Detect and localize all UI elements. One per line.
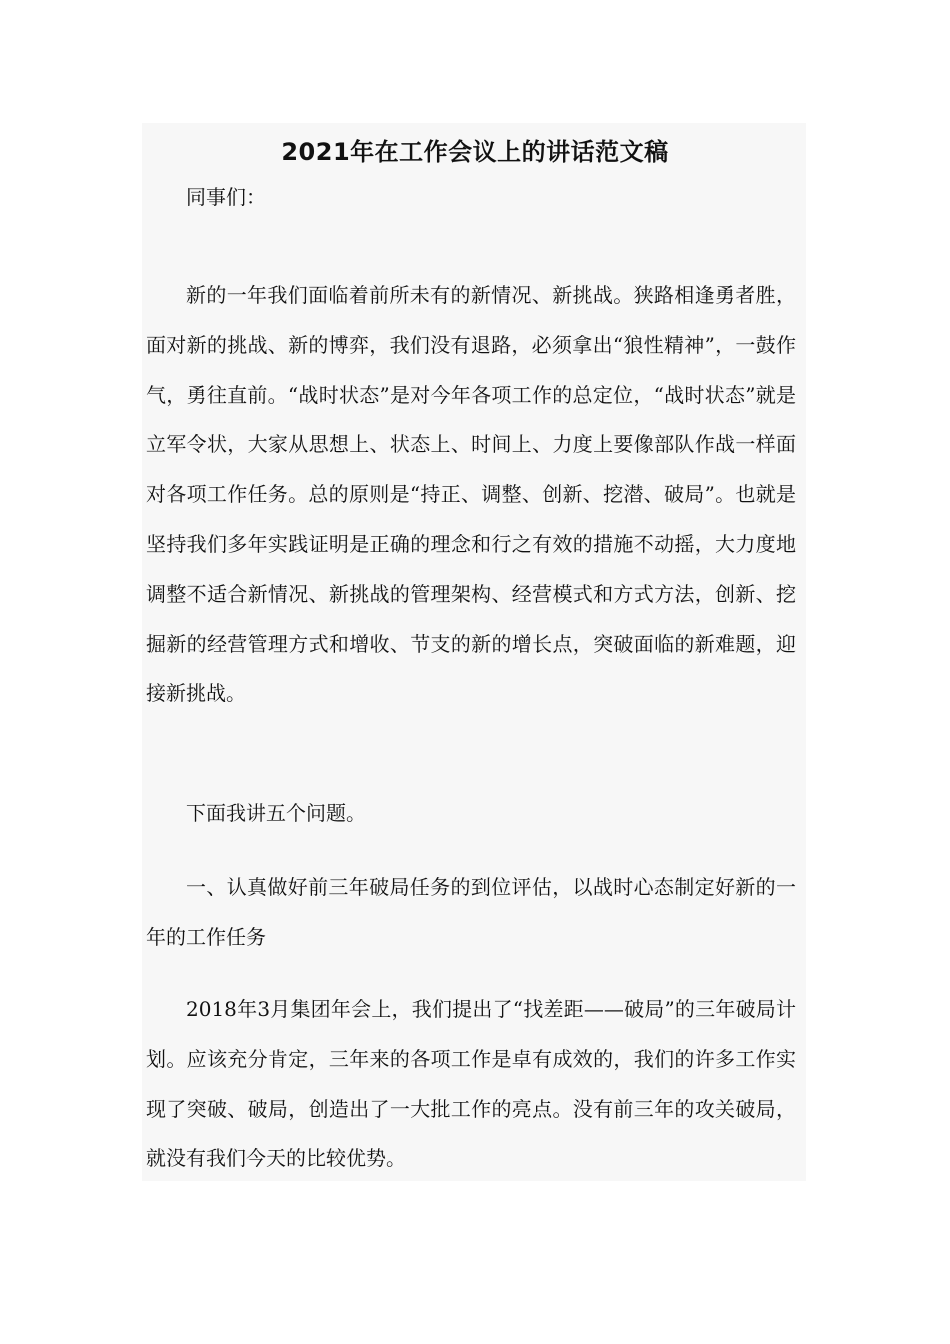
paragraph-outline: 下面我讲五个问题。 bbox=[186, 801, 366, 825]
paragraph-section-one-body: 2018年3月集团年会上，我们提出了“找差距——破局”的三年破局计划。应该充分肯定，三年来的各项工作是卓有成效的，我们的许多工作实现了突破、破局，创造出了一大批工作的亮点。没有前三年的攻关破局，就没有我们今天的比较优势。 bbox=[146, 997, 796, 1171]
salutation: 同事们： bbox=[186, 185, 266, 209]
document-title: 2021年在工作会议上的讲话范文稿 bbox=[281, 138, 669, 166]
section-heading-one: 一、认真做好前三年破局任务的到位评估，以战时心态制定好新的一年的工作任务 bbox=[146, 875, 796, 949]
paragraph-intro: 新的一年我们面临着前所未有的新情况、新挑战。狭路相逢勇者胜，面对新的挑战、新的博弈，我们没有退路，必须拿出“狼性精神”，一鼓作气，勇往直前。“战时状态”是对今年各项工作的总定位，“战时状态”就是立军令状，大家从思想上、状态上、时间上、力度上要像部队作战一样面对各项工作任务。总的原则是“持正、调整、创新、挖潜、破局”。也就是坚持我们多年实践证明是正确的理念和行之有效的措施不动摇，大力度地调整不适合新情况、新挑战的管理架构、经营模式和方式方法，创新、挖掘新的经营管理方式和增收、节支的新的增长点，突破面临的新难题，迎接新挑战。 bbox=[146, 283, 796, 706]
